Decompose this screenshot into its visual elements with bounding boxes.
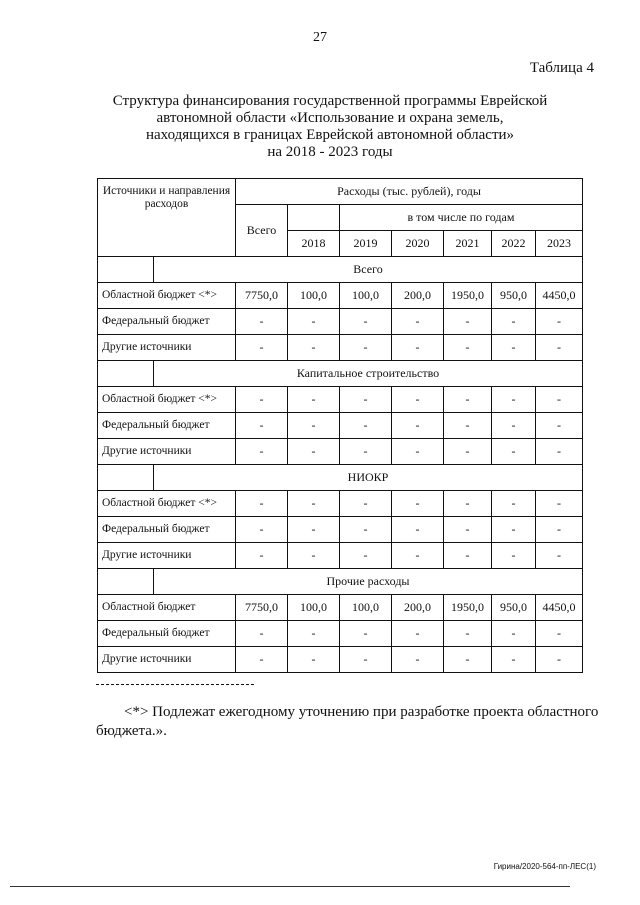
heading-line-3: находящихся в границах Еврейской автономной области» (145, 127, 515, 143)
header-blank (288, 205, 340, 231)
row-value: - (492, 309, 536, 335)
heading-line-2: автономной области «Использование и охрана земель, (156, 110, 504, 126)
table-row (98, 621, 583, 647)
row-value: - (536, 621, 583, 647)
row-value: - (392, 647, 444, 673)
table-row (98, 491, 583, 517)
row-value: 4450,0 (536, 283, 583, 309)
row-source: Другие источники (98, 439, 236, 465)
row-value: - (444, 335, 492, 361)
table-row (98, 335, 583, 361)
row-total: 7750,0 (236, 283, 288, 309)
row-value: - (536, 517, 583, 543)
row-source: Федеральный бюджет (98, 621, 236, 647)
row-value: - (492, 647, 536, 673)
section-row (98, 569, 583, 595)
row-value: 950,0 (492, 283, 536, 309)
section-row (98, 361, 583, 387)
row-total: - (236, 309, 288, 335)
row-value: - (444, 439, 492, 465)
row-source: Другие источники (98, 647, 236, 673)
section-row (98, 465, 583, 491)
row-source: Федеральный бюджет (98, 413, 236, 439)
row-total: - (236, 491, 288, 517)
row-value: - (340, 387, 392, 413)
row-value: - (536, 491, 583, 517)
row-value: - (492, 517, 536, 543)
row-value: - (536, 413, 583, 439)
row-source: Областной бюджет (98, 595, 236, 621)
table-row (98, 387, 583, 413)
row-value: - (340, 491, 392, 517)
row-value: 4450,0 (536, 595, 583, 621)
row-value: 950,0 (492, 595, 536, 621)
row-value: - (392, 491, 444, 517)
row-value: - (444, 621, 492, 647)
footnote-separator (96, 684, 254, 685)
table-row (98, 595, 583, 621)
row-value: - (340, 413, 392, 439)
row-value: - (288, 517, 340, 543)
row-total: - (236, 387, 288, 413)
section-title: НИОКР (154, 465, 583, 491)
table-row (98, 543, 583, 569)
header-by-year: в том числе по годам (340, 205, 583, 231)
row-source: Областной бюджет <*> (98, 491, 236, 517)
section-spacer (98, 569, 154, 595)
document-code: Гирина/2020-564-пп-ЛЕС(1) (493, 862, 596, 871)
row-value: - (340, 335, 392, 361)
row-value: - (392, 621, 444, 647)
row-total: - (236, 439, 288, 465)
row-value: - (444, 491, 492, 517)
table-row (98, 283, 583, 309)
header-year: 2022 (492, 231, 536, 257)
row-value: - (340, 517, 392, 543)
row-source: Федеральный бюджет (98, 517, 236, 543)
table-caption: Таблица 4 (529, 60, 594, 76)
section-spacer (98, 257, 154, 283)
header-sources: Источники и направления расходов (98, 179, 236, 257)
row-value: - (444, 413, 492, 439)
row-total: - (236, 517, 288, 543)
row-source: Федеральный бюджет (98, 309, 236, 335)
row-value: - (492, 621, 536, 647)
row-source: Другие источники (98, 335, 236, 361)
row-value: - (492, 439, 536, 465)
row-value: 1950,0 (444, 595, 492, 621)
row-value: - (536, 543, 583, 569)
row-total: - (236, 621, 288, 647)
table-row (98, 647, 583, 673)
row-source: Областной бюджет <*> (98, 283, 236, 309)
row-value: 1950,0 (444, 283, 492, 309)
section-spacer (98, 361, 154, 387)
row-value: - (288, 621, 340, 647)
section-spacer (98, 465, 154, 491)
row-value: - (288, 543, 340, 569)
row-value: - (288, 413, 340, 439)
row-value: - (536, 439, 583, 465)
row-value: - (492, 491, 536, 517)
header-year: 2020 (392, 231, 444, 257)
row-value: - (288, 309, 340, 335)
section-row (98, 257, 583, 283)
row-value: - (340, 647, 392, 673)
row-value: - (536, 647, 583, 673)
row-value: - (492, 413, 536, 439)
row-value: - (288, 439, 340, 465)
row-value: - (444, 543, 492, 569)
financing-table (97, 178, 583, 673)
section-title: Прочие расходы (154, 569, 583, 595)
row-value: 100,0 (288, 283, 340, 309)
table-row (98, 517, 583, 543)
bottom-rule (10, 886, 570, 887)
footnote-line-2: бюджета.». (96, 723, 167, 739)
footnote (96, 703, 601, 741)
document-heading (90, 93, 570, 161)
row-source: Другие источники (98, 543, 236, 569)
heading-line-4: на 2018 - 2023 годы (267, 144, 393, 160)
footnote-line-1: <*> Подлежат ежегодному уточнению при разработке проекта областного (124, 704, 599, 720)
row-total: 7750,0 (236, 595, 288, 621)
row-value: - (492, 543, 536, 569)
row-value: - (536, 309, 583, 335)
header-year: 2019 (340, 231, 392, 257)
row-value: 100,0 (340, 283, 392, 309)
row-value: - (392, 543, 444, 569)
row-total: - (236, 335, 288, 361)
row-value: - (288, 387, 340, 413)
row-value: - (392, 517, 444, 543)
row-value: - (392, 335, 444, 361)
row-source: Областной бюджет <*> (98, 387, 236, 413)
header-total: Всего (236, 205, 288, 257)
row-value: - (444, 309, 492, 335)
header-year: 2018 (288, 231, 340, 257)
table-row (98, 439, 583, 465)
row-value: 200,0 (392, 283, 444, 309)
row-value: 100,0 (288, 595, 340, 621)
row-value: - (288, 491, 340, 517)
row-value: - (392, 439, 444, 465)
section-title: Капитальное строительство (154, 361, 583, 387)
row-value: - (392, 413, 444, 439)
row-value: - (340, 309, 392, 335)
header-year: 2021 (444, 231, 492, 257)
table-row (98, 413, 583, 439)
row-total: - (236, 647, 288, 673)
row-value: - (536, 335, 583, 361)
row-value: - (492, 387, 536, 413)
row-value: - (340, 439, 392, 465)
row-total: - (236, 543, 288, 569)
row-value: - (288, 335, 340, 361)
row-value: - (536, 387, 583, 413)
row-value: - (444, 647, 492, 673)
row-value: - (340, 621, 392, 647)
row-value: - (444, 387, 492, 413)
row-value: - (288, 647, 340, 673)
row-value: - (492, 335, 536, 361)
header-expenses: Расходы (тыс. рублей), годы (236, 179, 583, 205)
row-value: - (392, 309, 444, 335)
table-row (98, 309, 583, 335)
header-year: 2023 (536, 231, 583, 257)
row-total: - (236, 413, 288, 439)
row-value: - (444, 517, 492, 543)
row-value: - (340, 543, 392, 569)
section-title: Всего (154, 257, 583, 283)
row-value: - (392, 387, 444, 413)
row-value: 100,0 (340, 595, 392, 621)
row-value: 200,0 (392, 595, 444, 621)
page-number: 27 (313, 30, 327, 45)
heading-line-1: Структура финансирования государственной программы Еврейской (112, 93, 548, 109)
